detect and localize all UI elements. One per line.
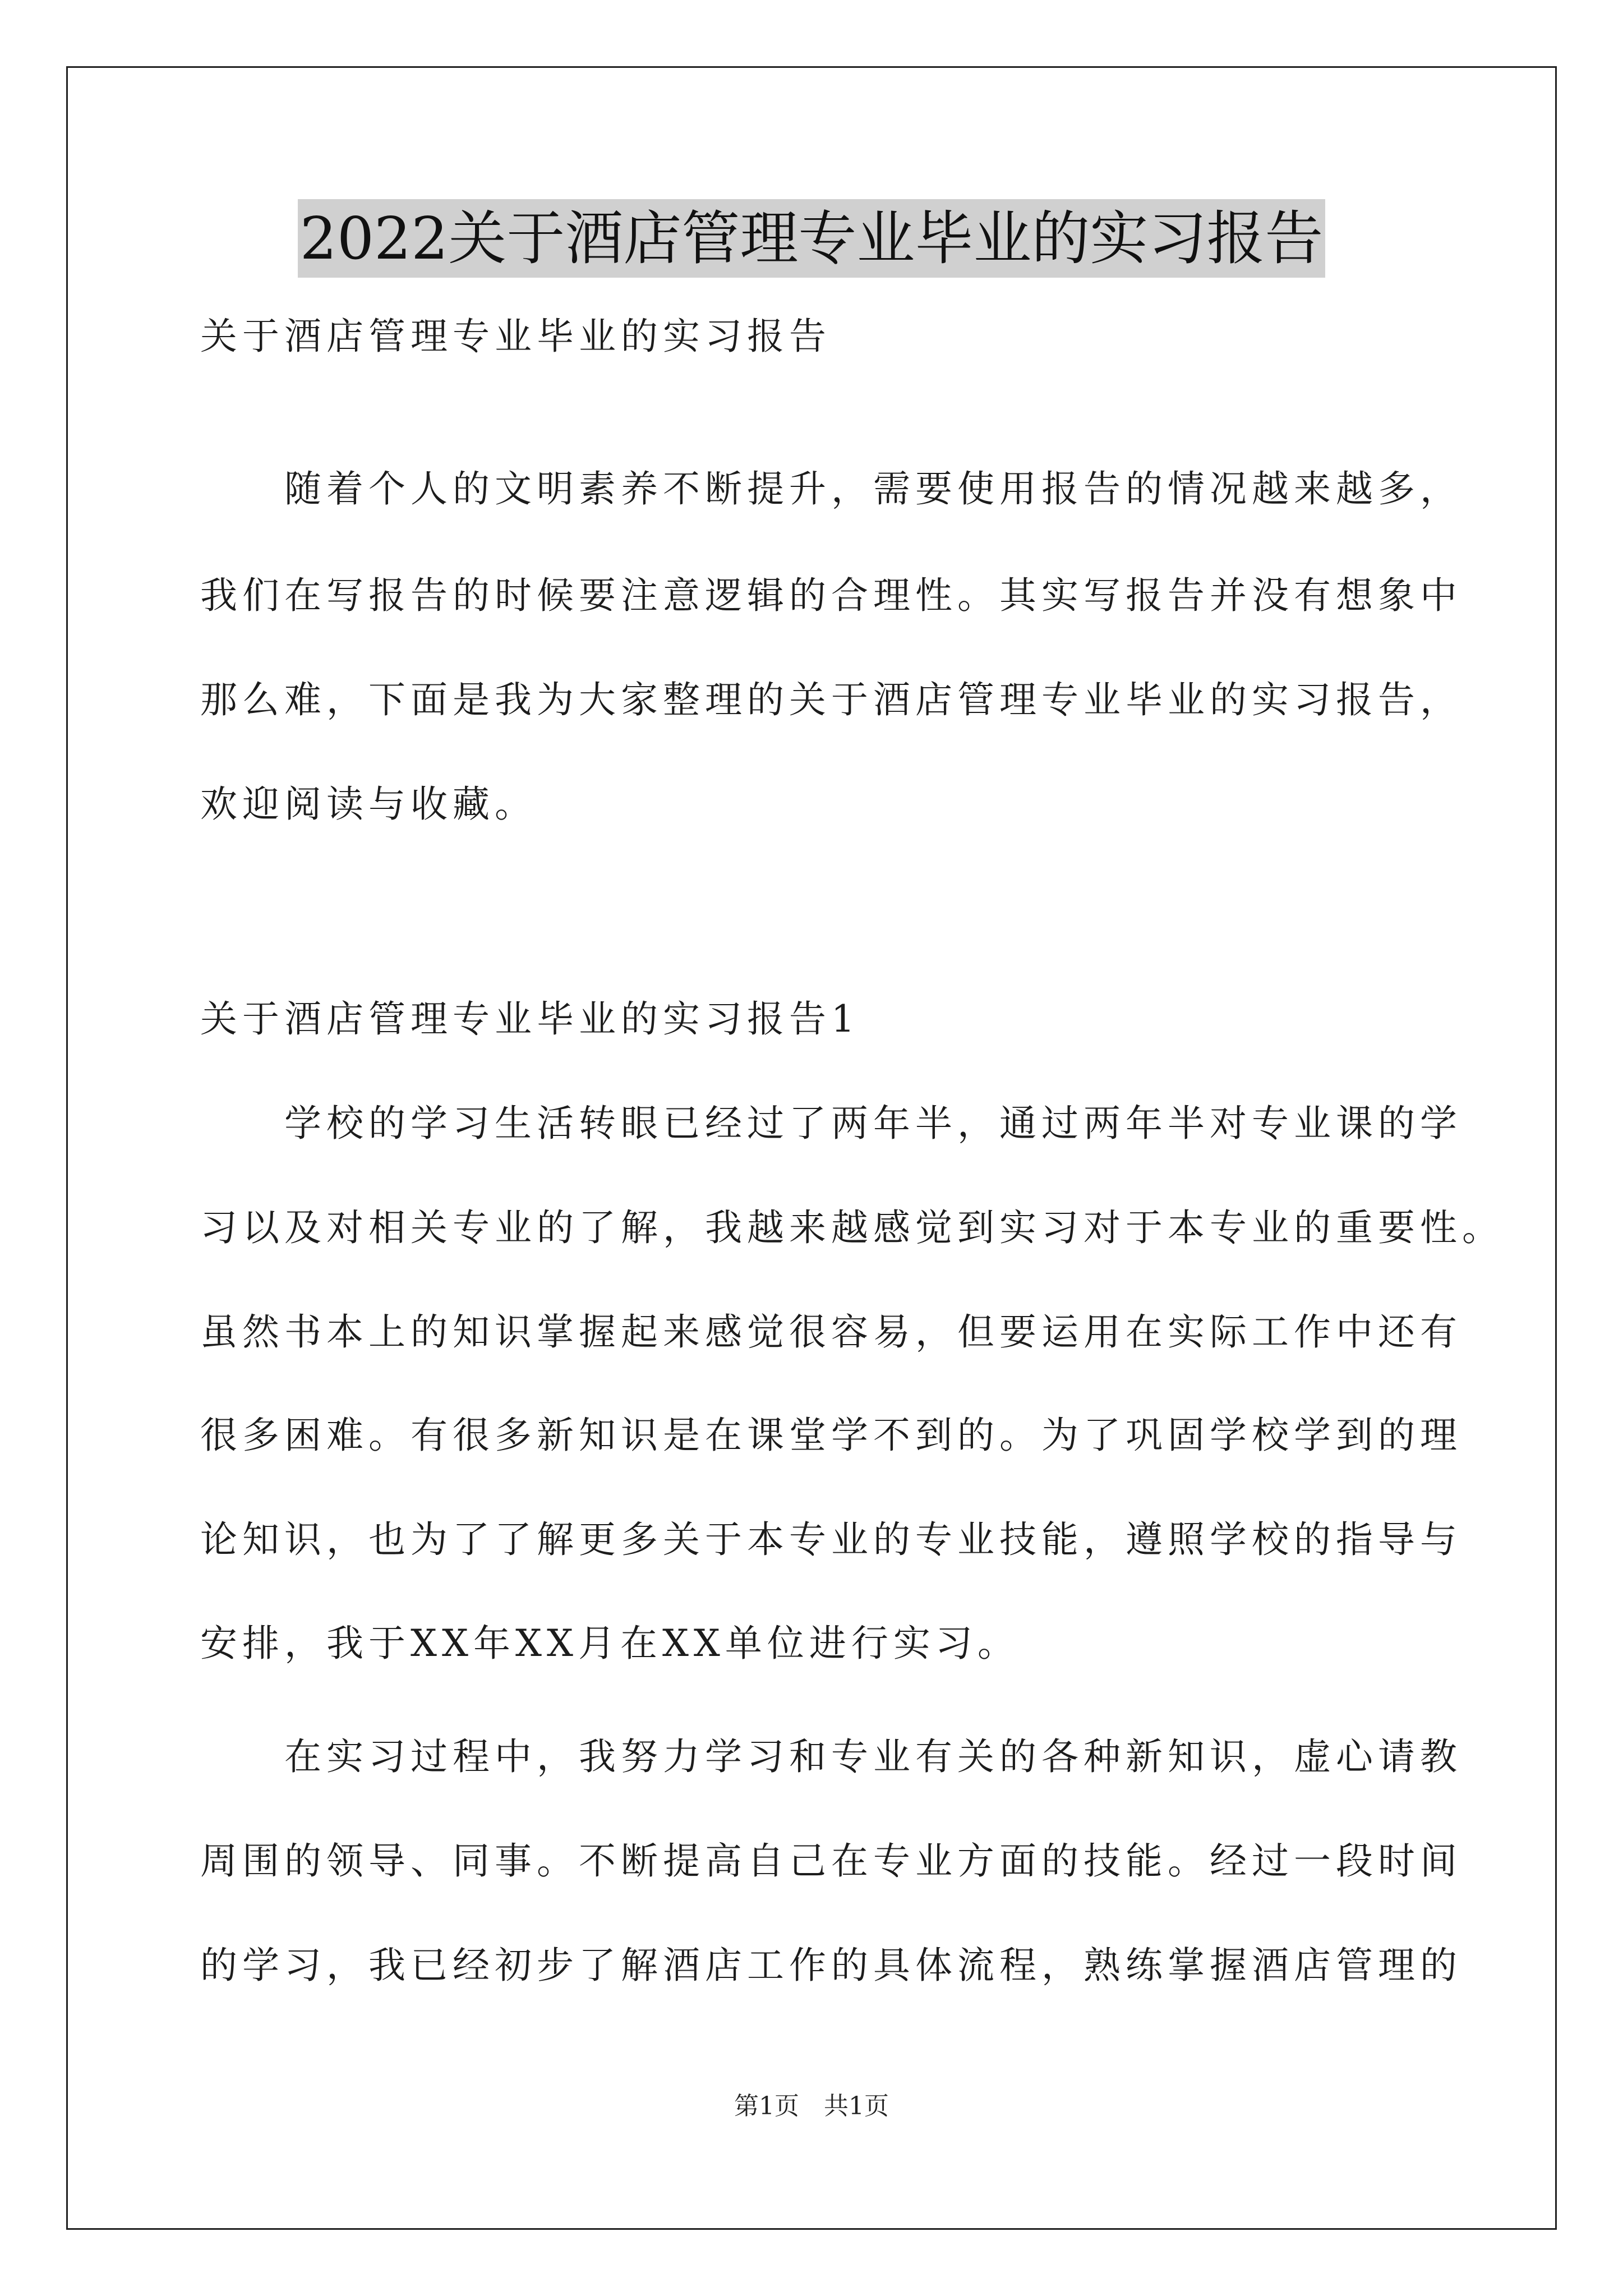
paragraph-line: 周围的领导、同事。不断提高自己在专业方面的技能。经过一段时间 [200,1839,1462,1883]
page-footer: 第1页 共1页 [734,2092,889,2120]
paragraph-line: 习以及对相关专业的了解，我越来越感觉到实习对于本专业的重要性。 [200,1206,1504,1249]
paragraph-line: 很多困难。有很多新知识是在课堂学不到的。为了巩固学校学到的理 [200,1414,1462,1457]
document-title: 2022关于酒店管理专业毕业的实习报告 [298,199,1326,278]
paragraph-line: 欢迎阅读与收藏。 [200,783,537,826]
paragraph-line: 安排，我于XX年XX月在XX单位进行实习。 [200,1622,1020,1665]
paragraph-line: 论知识，也为了了解更多关于本专业的专业技能，遵照学校的指导与 [200,1518,1462,1561]
paragraph-line: 学校的学习生活转眼已经过了两年半，通过两年半对专业课的学 [200,1102,1462,1145]
paragraph-line: 随着个人的文明素养不断提升，需要使用报告的情况越来越多， [200,467,1462,510]
subtitle-line: 关于酒店管理专业毕业的实习报告 [200,315,831,358]
paragraph-line: 在实习过程中，我努力学习和专业有关的各种新知识，虚心请教 [200,1735,1462,1778]
paragraph-line: 的学习，我已经初步了解酒店工作的具体流程，熟练掌握酒店管理的 [200,1944,1462,1987]
paragraph-line: 那么难，下面是我为大家整理的关于酒店管理专业毕业的实习报告， [200,678,1462,721]
title-wrap [0,199,1623,278]
paragraph-line: 虽然书本上的知识掌握起来感觉很容易，但要运用在实际工作中还有 [200,1310,1462,1354]
paragraph-line: 我们在写报告的时候要注意逻辑的合理性。其实写报告并没有想象中 [200,574,1462,617]
section-heading: 关于酒店管理专业毕业的实习报告1 [200,997,860,1041]
